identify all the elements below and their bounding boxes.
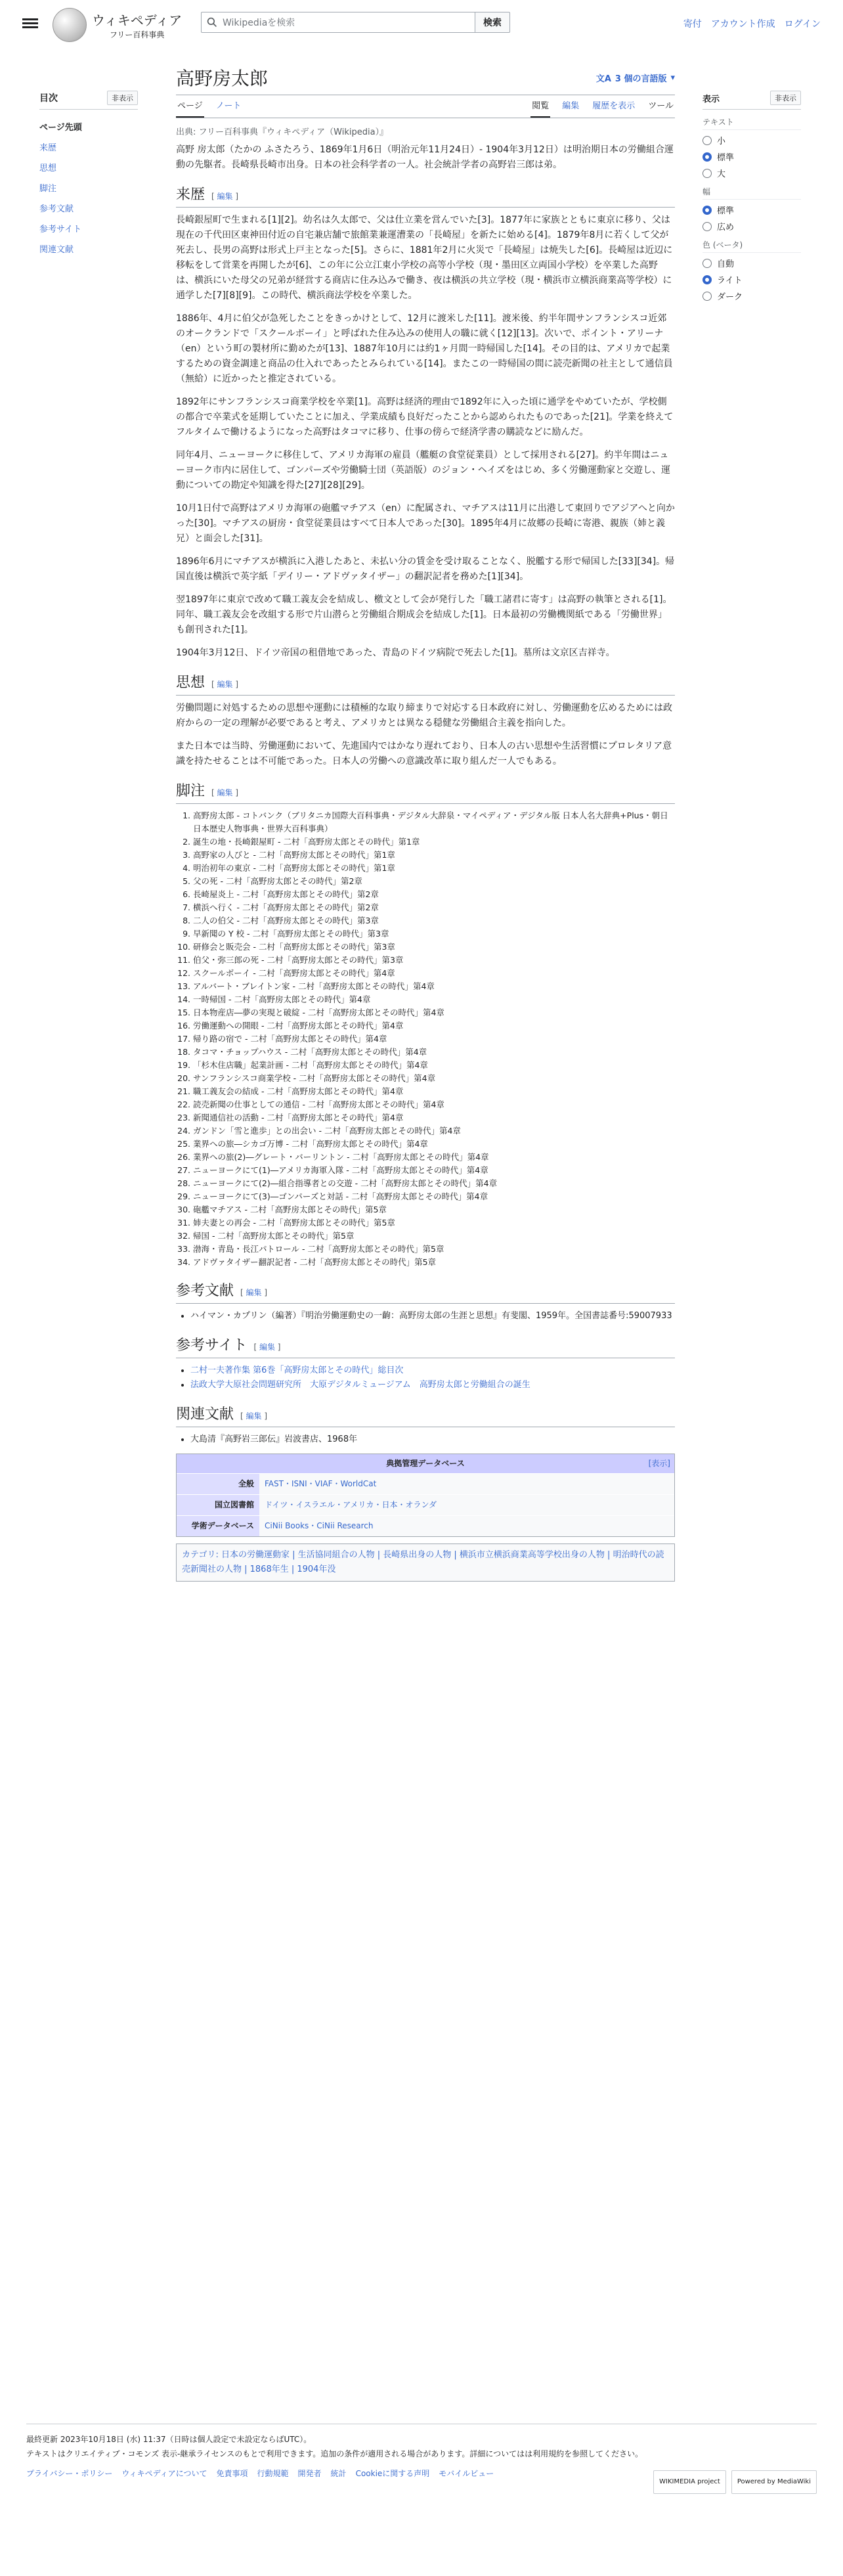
wikimedia-badge[interactable]: WIKIMEDIA project bbox=[653, 2470, 726, 2494]
appearance-panel bbox=[702, 91, 801, 306]
option-label: 小 bbox=[717, 137, 726, 146]
authority-toggle[interactable]: [表示] bbox=[648, 1459, 670, 1468]
reference-item[interactable]: 4. 明治初年の東京 - 二村「高野房太郎とその時代」第1章 bbox=[193, 862, 675, 875]
related-item: • 大島清『高野岩三郎伝』岩波書店、1968年 bbox=[190, 1432, 675, 1447]
section-title: 参考サイト bbox=[176, 1337, 248, 1354]
edit-section-link[interactable]: 編集 bbox=[246, 1288, 262, 1297]
reference-item[interactable]: 30. 砲艦マチアス - 二村「高野房太郎とその時代」第5章 bbox=[193, 1203, 675, 1216]
authority-key: 全般 bbox=[177, 1474, 259, 1494]
text-size-label: テキスト bbox=[702, 116, 801, 130]
license-text: テキストはクリエイティブ・コモンズ 表示-継承ライセンスのもとで利用できます。追加の条件が適用される場合があります。詳細についてはは利用規約を参照してください。 bbox=[26, 2449, 643, 2458]
footer-link-stats[interactable]: 統計 bbox=[330, 2469, 347, 2478]
page-footer bbox=[26, 2424, 817, 2485]
reference-item[interactable]: 2. 誕生の地・長崎銀屋町 - 二村「高野房太郎とその時代」第1章 bbox=[193, 835, 675, 849]
reference-item[interactable]: 22. 読売新聞の仕事としての通信 - 二村「高野房太郎とその時代」第4章 bbox=[193, 1098, 675, 1111]
footer-link-disclaimer[interactable]: 免責事項 bbox=[216, 2469, 248, 2478]
text-size-small[interactable] bbox=[702, 134, 801, 146]
reference-item[interactable]: 10. 研修会と販売会 - 二村「高野房太郎とその時代」第3章 bbox=[193, 941, 675, 954]
paragraph: また日本では当時、労働運動において、先進国内ではかなり遅れており、日本人の古い思想や生活習慣にプロレタリア意識を持たせることは不可能であった。日本人の労働への意識改革に取り組んだ一人でもある。 bbox=[176, 741, 672, 766]
page-tabs bbox=[176, 95, 675, 118]
toc-item-thought[interactable]: 思想 bbox=[39, 164, 57, 173]
tab-talk[interactable]: ノート bbox=[215, 101, 242, 111]
footer-link-mobile[interactable]: モバイルビュー bbox=[439, 2469, 494, 2478]
paragraph: 1892年にサンフランシスコ商業学校を卒業[1]。高野は経済的理由で1892年に入った頃に通学をやめていたが、学校側の都合で卒業式を延期していたことに加え、学業成績も良好だったことから認められたものであった[21]。学業を終えてフルタイムで働けるようになった高野はタコマに移り、仕事の傍らで経済学書の購読などに励んだ。 bbox=[176, 397, 674, 437]
appearance-hide-button[interactable]: 非表示 bbox=[770, 91, 801, 105]
section-heading-thought: 思想 [ 編集 ] bbox=[176, 675, 675, 696]
section-heading-literature: 参考文献 [ 編集 ] bbox=[176, 1283, 675, 1304]
reference-item[interactable]: 28. ニューヨークにて(2)―組合指導者との交遊 - 二村「高野房太郎とその時代」第4章 bbox=[193, 1177, 675, 1190]
section-heading-notes: 脚注 [ 編集 ] bbox=[176, 784, 675, 804]
tab-page[interactable]: ページ bbox=[176, 99, 204, 118]
section-heading-sites: 参考サイト [ 編集 ] bbox=[176, 1338, 675, 1358]
chevron-down-icon: ▾ bbox=[670, 72, 675, 83]
search-form bbox=[201, 12, 510, 33]
literature-item: • ハイマン・カプリン（編著）『明治労働運動史の一齣：高野房太郎の生涯と思想』有斐閣、1959年。全国書誌番号:59007933 bbox=[190, 1309, 675, 1323]
toc-item-top[interactable]: ページ先頭 bbox=[39, 123, 82, 133]
authority-value[interactable]: CiNii Books・CiNii Research bbox=[259, 1516, 674, 1536]
paragraph: 10月1日付で高野はアメリカ海軍の砲艦マチアス（en）に配属され、マチアスは11月に出港して東回りでアジアへと向かった[30]。マチアスの厨房・食堂従業員はすべて日本人であった[30]。1895年4月に故郷の長崎に寄港、親族（姉と義兄）と面会した[31]。 bbox=[176, 503, 675, 544]
site-logo[interactable] bbox=[53, 8, 182, 42]
tab-history[interactable]: 履歴を表示 bbox=[592, 101, 636, 111]
appearance-title: 表示 bbox=[702, 94, 720, 104]
search-icon bbox=[207, 17, 217, 28]
authority-key: 国立図書館 bbox=[177, 1495, 259, 1515]
page-title-row bbox=[176, 59, 675, 95]
tab-tools[interactable]: ツール bbox=[648, 101, 674, 111]
reference-item[interactable]: 29. ニューヨークにて(3)―ゴンパーズと対話 - 二村「高野房太郎とその時代」第4章 bbox=[193, 1190, 675, 1203]
reference-item[interactable]: 15. 日本物産店―夢の実現と破綻 - 二村「高野房太郎とその時代」第4章 bbox=[193, 1006, 675, 1019]
header bbox=[0, 0, 843, 47]
search-placeholder: Wikipediaを検索 bbox=[223, 18, 295, 28]
option-label: 広め bbox=[717, 223, 735, 233]
width-label: 幅 bbox=[702, 186, 801, 200]
edit-section-link[interactable]: 編集 bbox=[217, 788, 233, 797]
section-title: 思想 bbox=[176, 675, 205, 691]
color-label: 色 (ベータ) bbox=[702, 239, 801, 253]
toc-item-notes[interactable]: 脚注 bbox=[39, 184, 57, 194]
create-account-link[interactable]: アカウント作成 bbox=[710, 19, 775, 30]
mediawiki-badge[interactable]: Powered by MediaWiki bbox=[731, 2470, 817, 2494]
color-auto[interactable] bbox=[702, 257, 801, 269]
option-label: ライト bbox=[717, 276, 743, 286]
reference-item[interactable]: 12. スクールボーイ - 二村「高野房太郎とその時代」第4章 bbox=[193, 967, 675, 980]
reference-item[interactable]: 9. 早新聞の Y 校 - 二村「高野房太郎とその時代」第3章 bbox=[193, 927, 675, 941]
translate-icon: 文A bbox=[595, 74, 611, 84]
logo-title: ウィキペディア bbox=[92, 12, 183, 28]
reference-item[interactable]: 5. 父の死 - 二村「高野房太郎とその時代」第2章 bbox=[193, 875, 675, 888]
reference-item[interactable]: 32. 帰国 - 二村「高野房太郎とその時代」第5章 bbox=[193, 1230, 675, 1243]
lead-paragraph: 高野 房太郎（たかの ふさたろう、1869年1月6日（明治元年11月24日）- 1904年3月12日）は明治期日本の労働組合運動の先駆者。長崎県長崎市出身。日本の社会科学者の一人。社会統計学者の高野岩三郎は弟。 bbox=[176, 144, 674, 170]
reference-item[interactable]: 3. 高野家の人びと - 二村「高野房太郎とその時代」第1章 bbox=[193, 849, 675, 862]
toc-title: 目次 bbox=[39, 93, 58, 104]
reference-item[interactable]: 14. 一時帰国 - 二村「高野房太郎とその時代」第4章 bbox=[193, 993, 675, 1006]
article-body bbox=[176, 143, 675, 1582]
paragraph: 長崎銀屋町で生まれる[1][2]。幼名は久太郎で、父は仕立業を営んでいた[3]。1877年に家族とともに東京に移り、父は現在の千代田区東神田付近の自宅兼店舗で旅館業兼運漕業の「長崎屋」を新たに始める[4]。1879年8月に若くして父が死去し、長男の高野は形式上戸主となった[5]。さらに、1881年2月に火災で「長崎屋」は焼失した[6]。長崎屋は近辺に移転をして営業を再開したが[6]、この年に公立江東小学校の高等小学校（現・墨田区立両国小学校）を卒業した高野は、横浜にいた母父の兄弟が経営する商店に住み込みで働き、夜は横浜の共立学校（現・横浜市立横浜商業高等学校）に通学した[7][8][9]。この時代、横浜商法学校を卒業した。 bbox=[176, 215, 673, 301]
category-links[interactable]: カテゴリ: 日本の労働運動家 | 生活協同組合の人物 | 長崎県出身の人物 | 横浜市立横浜商業高等学校出身の人物 | 明治時代の読売新聞社の人物 | 1868年生 | 1904年没 bbox=[176, 1543, 675, 1582]
paragraph: 翌1897年に東京で改めて職工義友会を結成し、檄文として会が発行した「職工諸君に寄す」は高野の執筆とされる[1]。同年、職工義友会を改組する形で片山潜らと労働組合期成会を結成した[1]。日本最初の労働機関紙である「労働世界」も創刊された[1]。 bbox=[176, 594, 672, 635]
tab-read[interactable]: 閲覧 bbox=[530, 99, 550, 118]
option-label: 大 bbox=[717, 169, 726, 179]
reference-item[interactable]: 34. アドヴァタイザー翻訳記者 - 二村「高野房太郎とその時代」第5章 bbox=[193, 1256, 675, 1269]
reference-item[interactable]: 20. サンフランシスコ商業学校 - 二村「高野房太郎とその時代」第4章 bbox=[193, 1072, 675, 1085]
reference-item[interactable]: 23. 新聞通信社の活動 - 二村「高野房太郎とその時代」第4章 bbox=[193, 1111, 675, 1124]
option-label: 自動 bbox=[717, 259, 735, 269]
option-label: ダーク bbox=[717, 292, 743, 302]
section-title: 参考文献 bbox=[176, 1283, 234, 1299]
authority-value[interactable]: ドイツ・イスラエル・アメリカ・日本・オランダ bbox=[259, 1495, 674, 1515]
text-size-standard[interactable] bbox=[702, 150, 801, 163]
wikipedia-globe-icon bbox=[53, 8, 87, 42]
paragraph: 同年4月、ニューヨークに移住して、アメリカ海軍の雇員（艦艇の食堂従業員）として採用される[27]。約半年間はニューヨーク市内に居住して、ゴンパーズや労働騎士団（英語版）のジョン・ヘイズをはじめ、多く労働運動家と交遊し、運動についての勘定や知識を得た[27][28][29]。 bbox=[176, 450, 671, 491]
login-link[interactable]: ログイン bbox=[784, 19, 821, 30]
footer-link-developers[interactable]: 開発者 bbox=[297, 2469, 322, 2478]
section-heading-related: 関連文献 [ 編集 ] bbox=[176, 1407, 675, 1427]
paragraph: 労働問題に対処するための思想や運動には積極的な取り締まりで対応する日本政府に対し、労働運動を広めるためには政府からの一定の理解が必要であると考え、アメリカとは異なる穏健な労働組合主義を指向した。 bbox=[176, 703, 672, 728]
reference-item[interactable]: 25. 業界への旅―シカゴ万博 - 二村「高野房太郎とその時代」第4章 bbox=[193, 1138, 675, 1151]
page-title: 高野房太郎 bbox=[176, 68, 269, 89]
toc-item-history[interactable]: 来歴 bbox=[39, 143, 57, 153]
language-button-label: 3 個の言語版 bbox=[615, 74, 667, 84]
reference-item[interactable]: 8. 二人の伯父 - 二村「高野房太郎とその時代」第3章 bbox=[193, 914, 675, 927]
reference-item[interactable]: 27. ニューヨークにて(1)―アメリカ海軍入隊 - 二村「高野房太郎とその時代」第4章 bbox=[193, 1164, 675, 1177]
reference-item[interactable]: 18. タコマ・チョップハウス - 二村「高野房太郎とその時代」第4章 bbox=[193, 1046, 675, 1059]
site-link[interactable]: 二村一夫著作集 第6巻「高野房太郎とその時代」総目次 bbox=[190, 1366, 404, 1375]
language-button[interactable] bbox=[596, 72, 675, 84]
reference-list bbox=[176, 809, 675, 1269]
reference-item[interactable]: 13. アルバート・ブレイトン家 - 二村「高野房太郎とその時代」第4章 bbox=[193, 980, 675, 993]
reference-item[interactable]: 19. 「杉木住店職」起業計画 - 二村「高野房太郎とその時代」第4章 bbox=[193, 1059, 675, 1072]
authority-value[interactable]: FAST・ISNI・VIAF・WorldCat bbox=[259, 1474, 674, 1494]
option-label: 標準 bbox=[717, 153, 735, 163]
edit-section-link[interactable]: 編集 bbox=[259, 1343, 275, 1352]
text-size-large[interactable] bbox=[702, 167, 801, 179]
authority-key: 学術データベース bbox=[177, 1516, 259, 1536]
reference-item[interactable]: 26. 業界への旅(2)―グレート・バーリントン - 二村「高野房太郎とその時代」第4章 bbox=[193, 1151, 675, 1164]
reference-item[interactable]: 24. ガンドン「雪と進歩」との出会い - 二村「高野房太郎とその時代」第4章 bbox=[193, 1124, 675, 1138]
footer-link-conduct[interactable]: 行動規範 bbox=[257, 2469, 289, 2478]
toc-hide-button[interactable]: 非表示 bbox=[107, 91, 138, 105]
donate-link[interactable]: 寄付 bbox=[683, 19, 702, 30]
reference-item[interactable]: 6. 長崎屋炎上 - 二村「高野房太郎とその時代」第2章 bbox=[193, 888, 675, 901]
section-title: 関連文献 bbox=[176, 1406, 234, 1423]
reference-item[interactable]: 1. 高野房太郎 - コトバンク（ブリタニカ国際大百科事典・デジタル大辞泉・マイペディア・デジタル版 日本人名大辞典+Plus・朝日日本歴史人物事典・世界大百科事典） bbox=[193, 809, 675, 835]
edit-section-link[interactable]: 編集 bbox=[217, 680, 233, 689]
logo-subtitle: フリー百科事典 bbox=[109, 30, 165, 39]
search-input[interactable] bbox=[201, 12, 475, 33]
reference-item[interactable]: 16. 労働運動への開眼 - 二村「高野房太郎とその時代」第4章 bbox=[193, 1019, 675, 1033]
reference-item[interactable]: 21. 職工義友会の結成 - 二村「高野房太郎とその時代」第4章 bbox=[193, 1085, 675, 1098]
color-light[interactable] bbox=[702, 273, 801, 286]
reference-item[interactable]: 31. 姉夫妻との再会 - 二村「高野房太郎とその時代」第5章 bbox=[193, 1216, 675, 1230]
main-menu-icon[interactable] bbox=[22, 16, 38, 30]
footer-link-privacy[interactable]: プライバシー・ポリシー bbox=[26, 2469, 113, 2478]
reference-item[interactable]: 17. 帰り路の宿で - 二村「高野房太郎とその時代」第4章 bbox=[193, 1033, 675, 1046]
paragraph: 1896年6月にマチアスが横浜に入港したあと、未払い分の賃金を受け取ることなく、脱艦する形で帰国した[33][34]。帰国直後は横浜で英字紙「デイリー・アドヴァタイザー」の翻訳記者を務めた[1][34]。 bbox=[176, 556, 675, 582]
reference-item[interactable]: 7. 横浜へ行く - 二村「高野房太郎とその時代」第2章 bbox=[193, 901, 675, 914]
toc-item-related[interactable]: 関連文献 bbox=[39, 245, 74, 255]
tab-edit[interactable]: 編集 bbox=[562, 101, 580, 111]
table-of-contents bbox=[39, 91, 138, 259]
option-label: 標準 bbox=[717, 206, 735, 216]
section-title: 脚注 bbox=[176, 783, 205, 799]
edit-section-link[interactable]: 編集 bbox=[246, 1411, 262, 1421]
paragraph: 1886年、4月に伯父が急死したことをきっかけとして、12月に渡米した[11]。渡米後、約半年間サンフランシスコ近郊のオークランドで「スクールボーイ」と呼ばれた住み込みの使用人の職に就く[12][13]。次いで、ポイント・アリーナ（en）という町の製材所に勤めたが[13]、1887年10月には約1ヶ月間一時帰国した[14]。その目的は、アメリカで起業するための資金調達と商品の仕入れであったとみられている[14]。またこの一時帰国の間に読売新聞の社主として通信員（無給）に近かったと推定されている。 bbox=[176, 313, 673, 384]
reference-item[interactable]: 33. 渤海・青島・長江パトロール - 二村「高野房太郎とその時代」第5章 bbox=[193, 1243, 675, 1256]
section-heading-history: 来歴 [ 編集 ] bbox=[176, 187, 675, 208]
section-title: 来歴 bbox=[176, 187, 205, 203]
main-content bbox=[176, 59, 675, 1582]
footer-link-about[interactable]: ウィキペディアについて bbox=[121, 2469, 207, 2478]
user-links bbox=[683, 17, 821, 30]
width-standard[interactable] bbox=[702, 204, 801, 216]
paragraph: 1904年3月12日、ドイツ帝国の租借地であった、青島のドイツ病院で死去した[1]。墓所は文京区吉祥寺。 bbox=[176, 648, 615, 658]
last-updated: 最終更新 2023年10月18日 (水) 11:37（日時は個人設定で未設定ならばUTC）。 bbox=[26, 2435, 312, 2444]
site-link[interactable]: 法政大学大原社会問題研究所 大原デジタルミュージアム 高野房太郎と労働組合の誕生 bbox=[190, 1380, 530, 1390]
reference-item[interactable]: 11. 伯父・弥三郎の死 - 二村「高野房太郎とその時代」第3章 bbox=[193, 954, 675, 967]
edit-section-link[interactable]: 編集 bbox=[217, 192, 233, 201]
toc-item-references[interactable]: 参考文献 bbox=[39, 204, 74, 214]
color-dark[interactable] bbox=[702, 290, 801, 302]
article-source: 出典: フリー百科事典『ウィキペディア（Wikipedia）』 bbox=[176, 127, 389, 137]
search-button[interactable]: 検索 bbox=[475, 12, 510, 33]
authority-title[interactable]: 典拠管理データベース bbox=[386, 1459, 465, 1468]
width-wide[interactable] bbox=[702, 220, 801, 233]
footer-link-cookie[interactable]: Cookieに関する声明 bbox=[355, 2469, 430, 2478]
toc-item-sites[interactable]: 参考サイト bbox=[39, 225, 82, 234]
authority-control bbox=[176, 1454, 675, 1537]
